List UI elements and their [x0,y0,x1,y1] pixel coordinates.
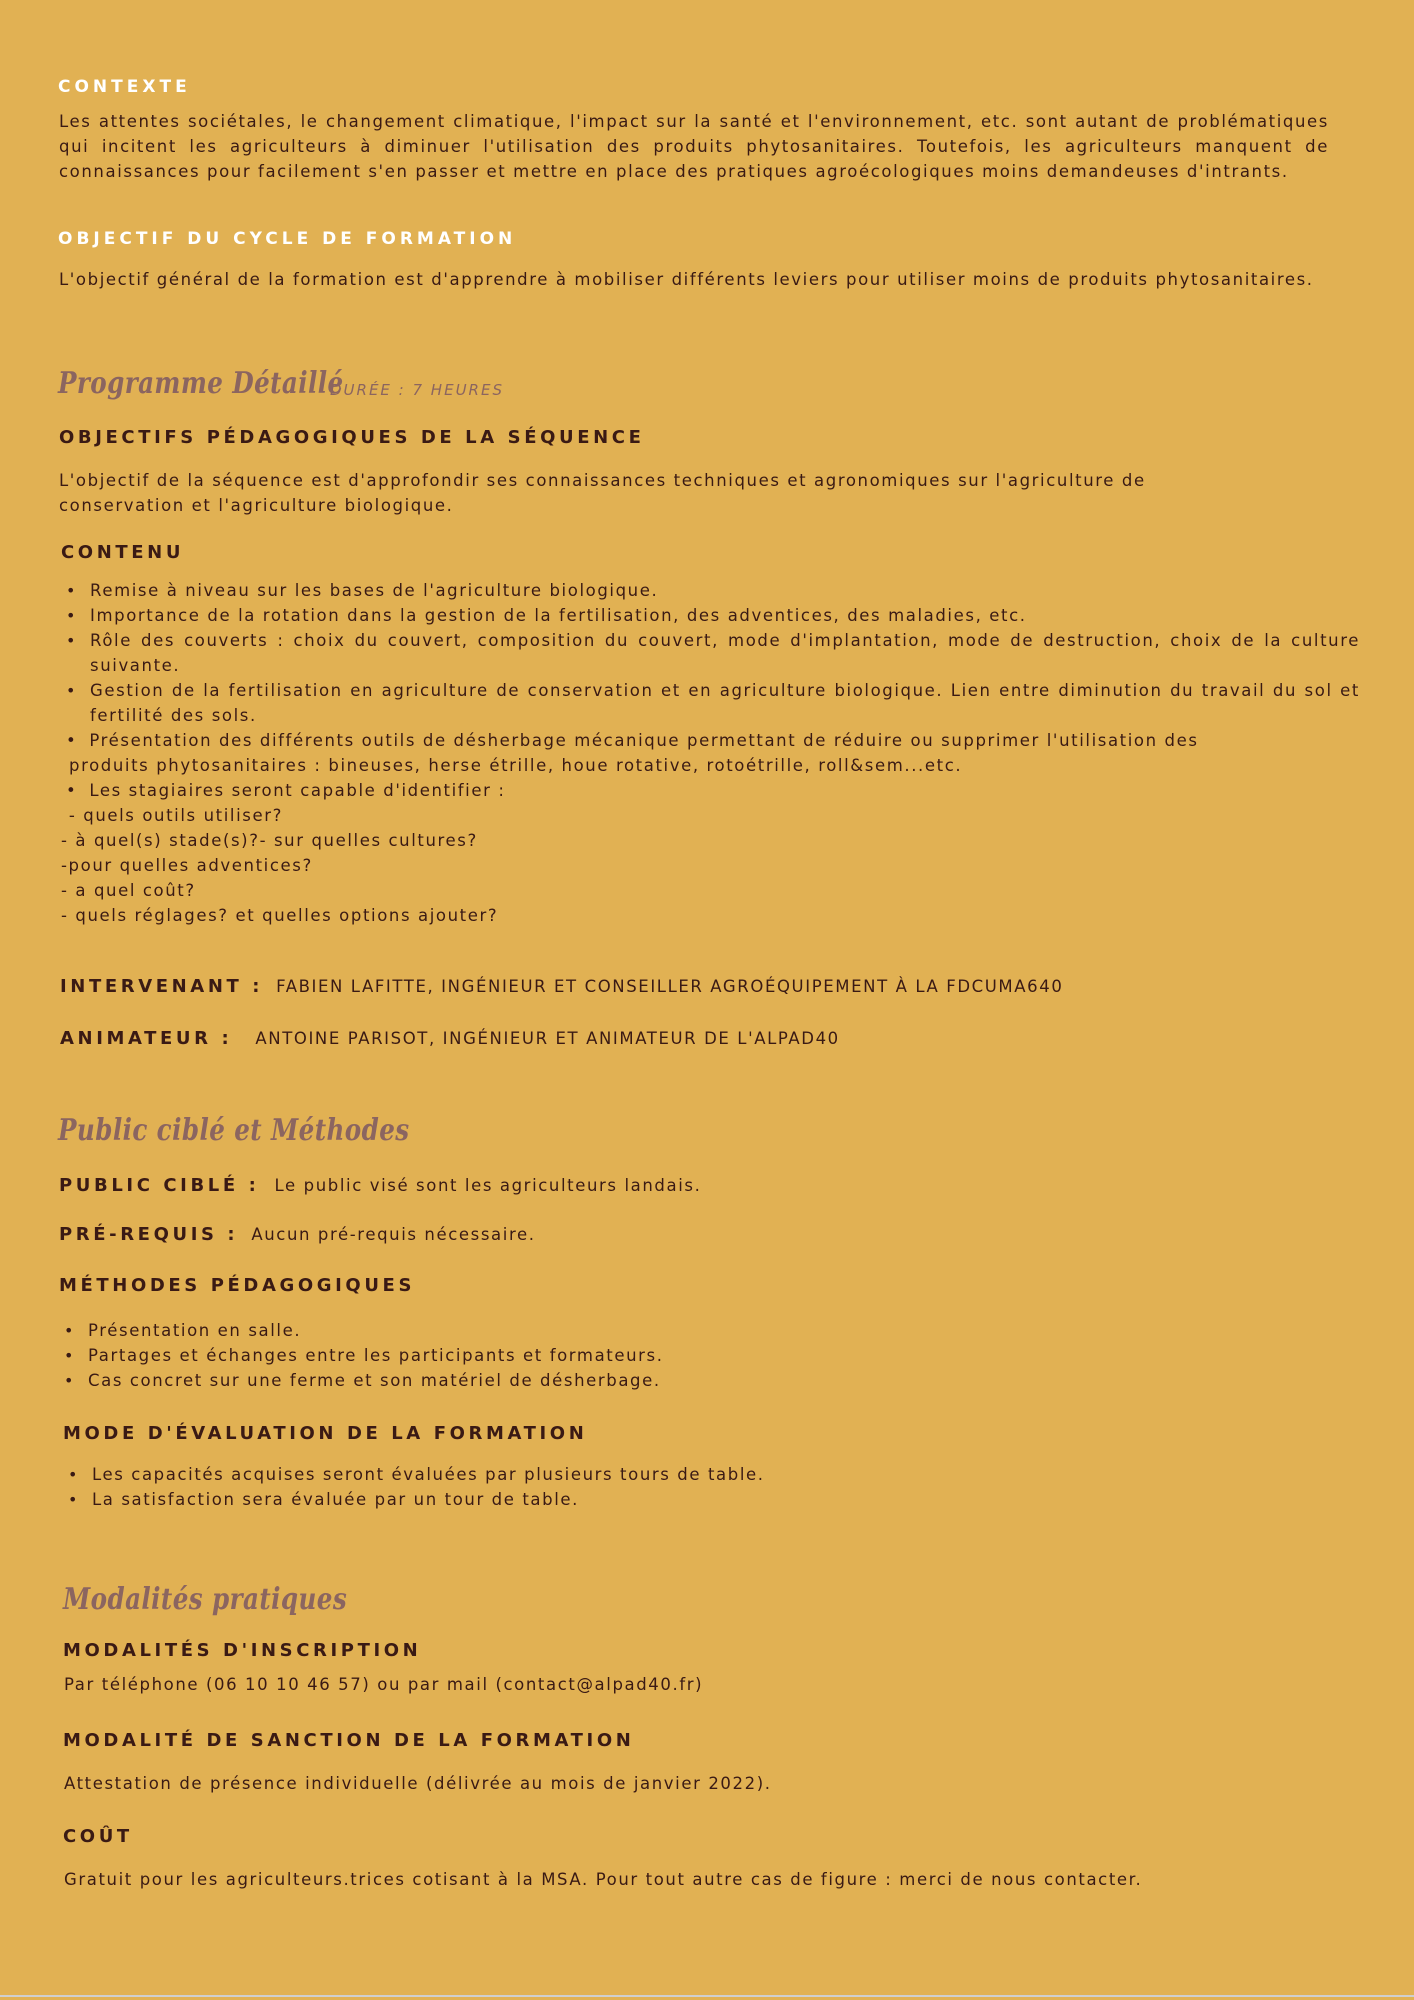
question-line: - a quel coût? [61,881,196,900]
objectifs-pedagogiques-heading: OBJECTIFS PÉDAGOGIQUES DE LA SÉQUENCE [59,427,645,448]
stagiaires-line: • Les stagiaires seront capable d'identifier : [66,781,506,800]
list-item: • Partages et échanges entre les participants et formateurs. [58,1343,664,1368]
animateur-row [60,1028,840,1049]
contexte-text: Les attentes sociétales, le changement climatique, l'impact sur la santé et l'environnement, etc. sont autant de problématiques qui incitent les agriculteurs à diminuer l'utilisation des produits phytosanitaires. Toutefois, les agriculteurs manquent de connaissances pour facilement s'en passer et mettre en place des pratiques agroécologiques moins demandeuses d'intrants. [59,112,1329,181]
bullet-icon: • [66,581,78,600]
outils-line-1: • Présentation des différents outils de désherbage mécanique permettant de réduire ou supprimer l'utilisation des [66,731,1199,750]
contenu-heading: CONTENU [61,542,185,563]
objectif-cycle-text: L'objectif général de la formation est d'apprendre à mobiliser différents leviers pour utiliser moins de produits phytosanitaires. [59,270,1314,289]
objectif-cycle-heading: OBJECTIF DU CYCLE DE FORMATION [58,229,517,249]
bullet-icon: • [68,1465,80,1484]
list-item: • Gestion de la fertilisation en agriculture de conservation et en agriculture biologique. Lien entre diminution du travail du sol et fertilité des sols. [60,678,1360,728]
list-item: • Rôle des couverts : choix du couvert, composition du couvert, mode d'implantation, mode de destruction, choix de la culture suivante. [60,628,1360,678]
bullet-icon: • [66,606,78,625]
bullet-icon: • [64,1371,76,1390]
intervenant-row [60,976,1063,997]
cout-text: Gratuit pour les agriculteurs.trices cotisant à la MSA. Pour tout autre cas de figure : merci de nous contacter. [64,1870,1143,1889]
bullet-icon: • [66,781,78,800]
animateur-value: ANTOINE PARISOT, INGÉNIEUR ET ANIMATEUR DE L'ALPAD40 [255,1029,840,1048]
question-line: - quels outils utiliser? [62,806,283,825]
inscription-heading: MODALITÉS D'INSCRIPTION [63,1640,422,1661]
contenu-list [60,578,1360,728]
bullet-icon: • [68,1490,80,1509]
methodes-list [58,1318,664,1393]
sanction-text: Attestation de présence individuelle (délivrée au mois de janvier 2022). [64,1774,772,1793]
question-line: - quels réglages? et quelles options ajouter? [61,906,499,925]
list-item: • Remise à niveau sur les bases de l'agriculture biologique. [60,578,1360,603]
public-cible-row [59,1175,701,1196]
list-item: • Importance de la rotation dans la gestion de la fertilisation, des adventices, des maladies, etc. [60,603,1360,628]
prerequis-value: Aucun pré-requis nécessaire. [251,1225,536,1244]
methodes-heading: MÉTHODES PÉDAGOGIQUES [59,1275,416,1296]
list-item: • Présentation en salle. [58,1318,664,1343]
question-line: - à quel(s) stade(s)?- sur quelles cultures? [61,831,478,850]
intervenant-value: FABIEN LAFITTE, INGÉNIEUR ET CONSEILLER AGROÉQUIPEMENT À LA FDCUMA640 [276,977,1064,996]
public-cible-label: PUBLIC CIBLÉ : [59,1175,260,1196]
objectifs-text-line-1: L'objectif de la séquence est d'approfondir ses connaissances techniques et agronomiques sur l'agriculture de [59,471,1146,490]
question-line: -pour quelles adventices? [61,856,313,875]
list-item: • Les capacités acquises seront évaluées par plusieurs tours de table. [62,1462,765,1487]
bullet-icon: • [66,731,78,750]
list-item: • La satisfaction sera évaluée par un tour de table. [62,1487,765,1512]
programme-title: Programme Détaillé [58,366,344,401]
outils-line-2: produits phytosanitaires : bineuses, herse étrille, houe rotative, rotoétrille, roll&sem...etc. [69,756,963,775]
cout-heading: COÛT [63,1826,133,1847]
contexte-heading: CONTEXTE [58,77,191,97]
list-item: • Cas concret sur une ferme et son matériel de désherbage. [58,1368,664,1393]
evaluation-heading: MODE D'ÉVALUATION DE LA FORMATION [63,1423,588,1444]
animateur-label: ANIMATEUR : [60,1028,233,1049]
bullet-icon: • [64,1321,76,1340]
intervenant-label: INTERVENANT : [60,976,264,997]
sanction-heading: MODALITÉ DE SANCTION DE LA FORMATION [63,1730,635,1751]
public-cible-value: Le public visé sont les agriculteurs landais. [274,1176,702,1195]
inscription-text: Par téléphone (06 10 10 46 57) ou par mail (contact@alpad40.fr) [64,1675,704,1694]
prerequis-label: PRÉ-REQUIS : [59,1224,239,1245]
bullet-icon: • [66,631,78,650]
duration-label: DURÉE : 7 HEURES [330,381,504,399]
modalites-title: Modalités pratiques [63,1582,348,1617]
page-bottom-divider [0,1995,1414,1997]
public-title: Public ciblé et Méthodes [58,1113,410,1148]
evaluation-list [62,1462,765,1512]
bullet-icon: • [64,1346,76,1365]
prerequis-row [59,1224,536,1245]
objectifs-text-line-2: conservation et l'agriculture biologique. [59,496,454,515]
bullet-icon: • [66,681,78,700]
